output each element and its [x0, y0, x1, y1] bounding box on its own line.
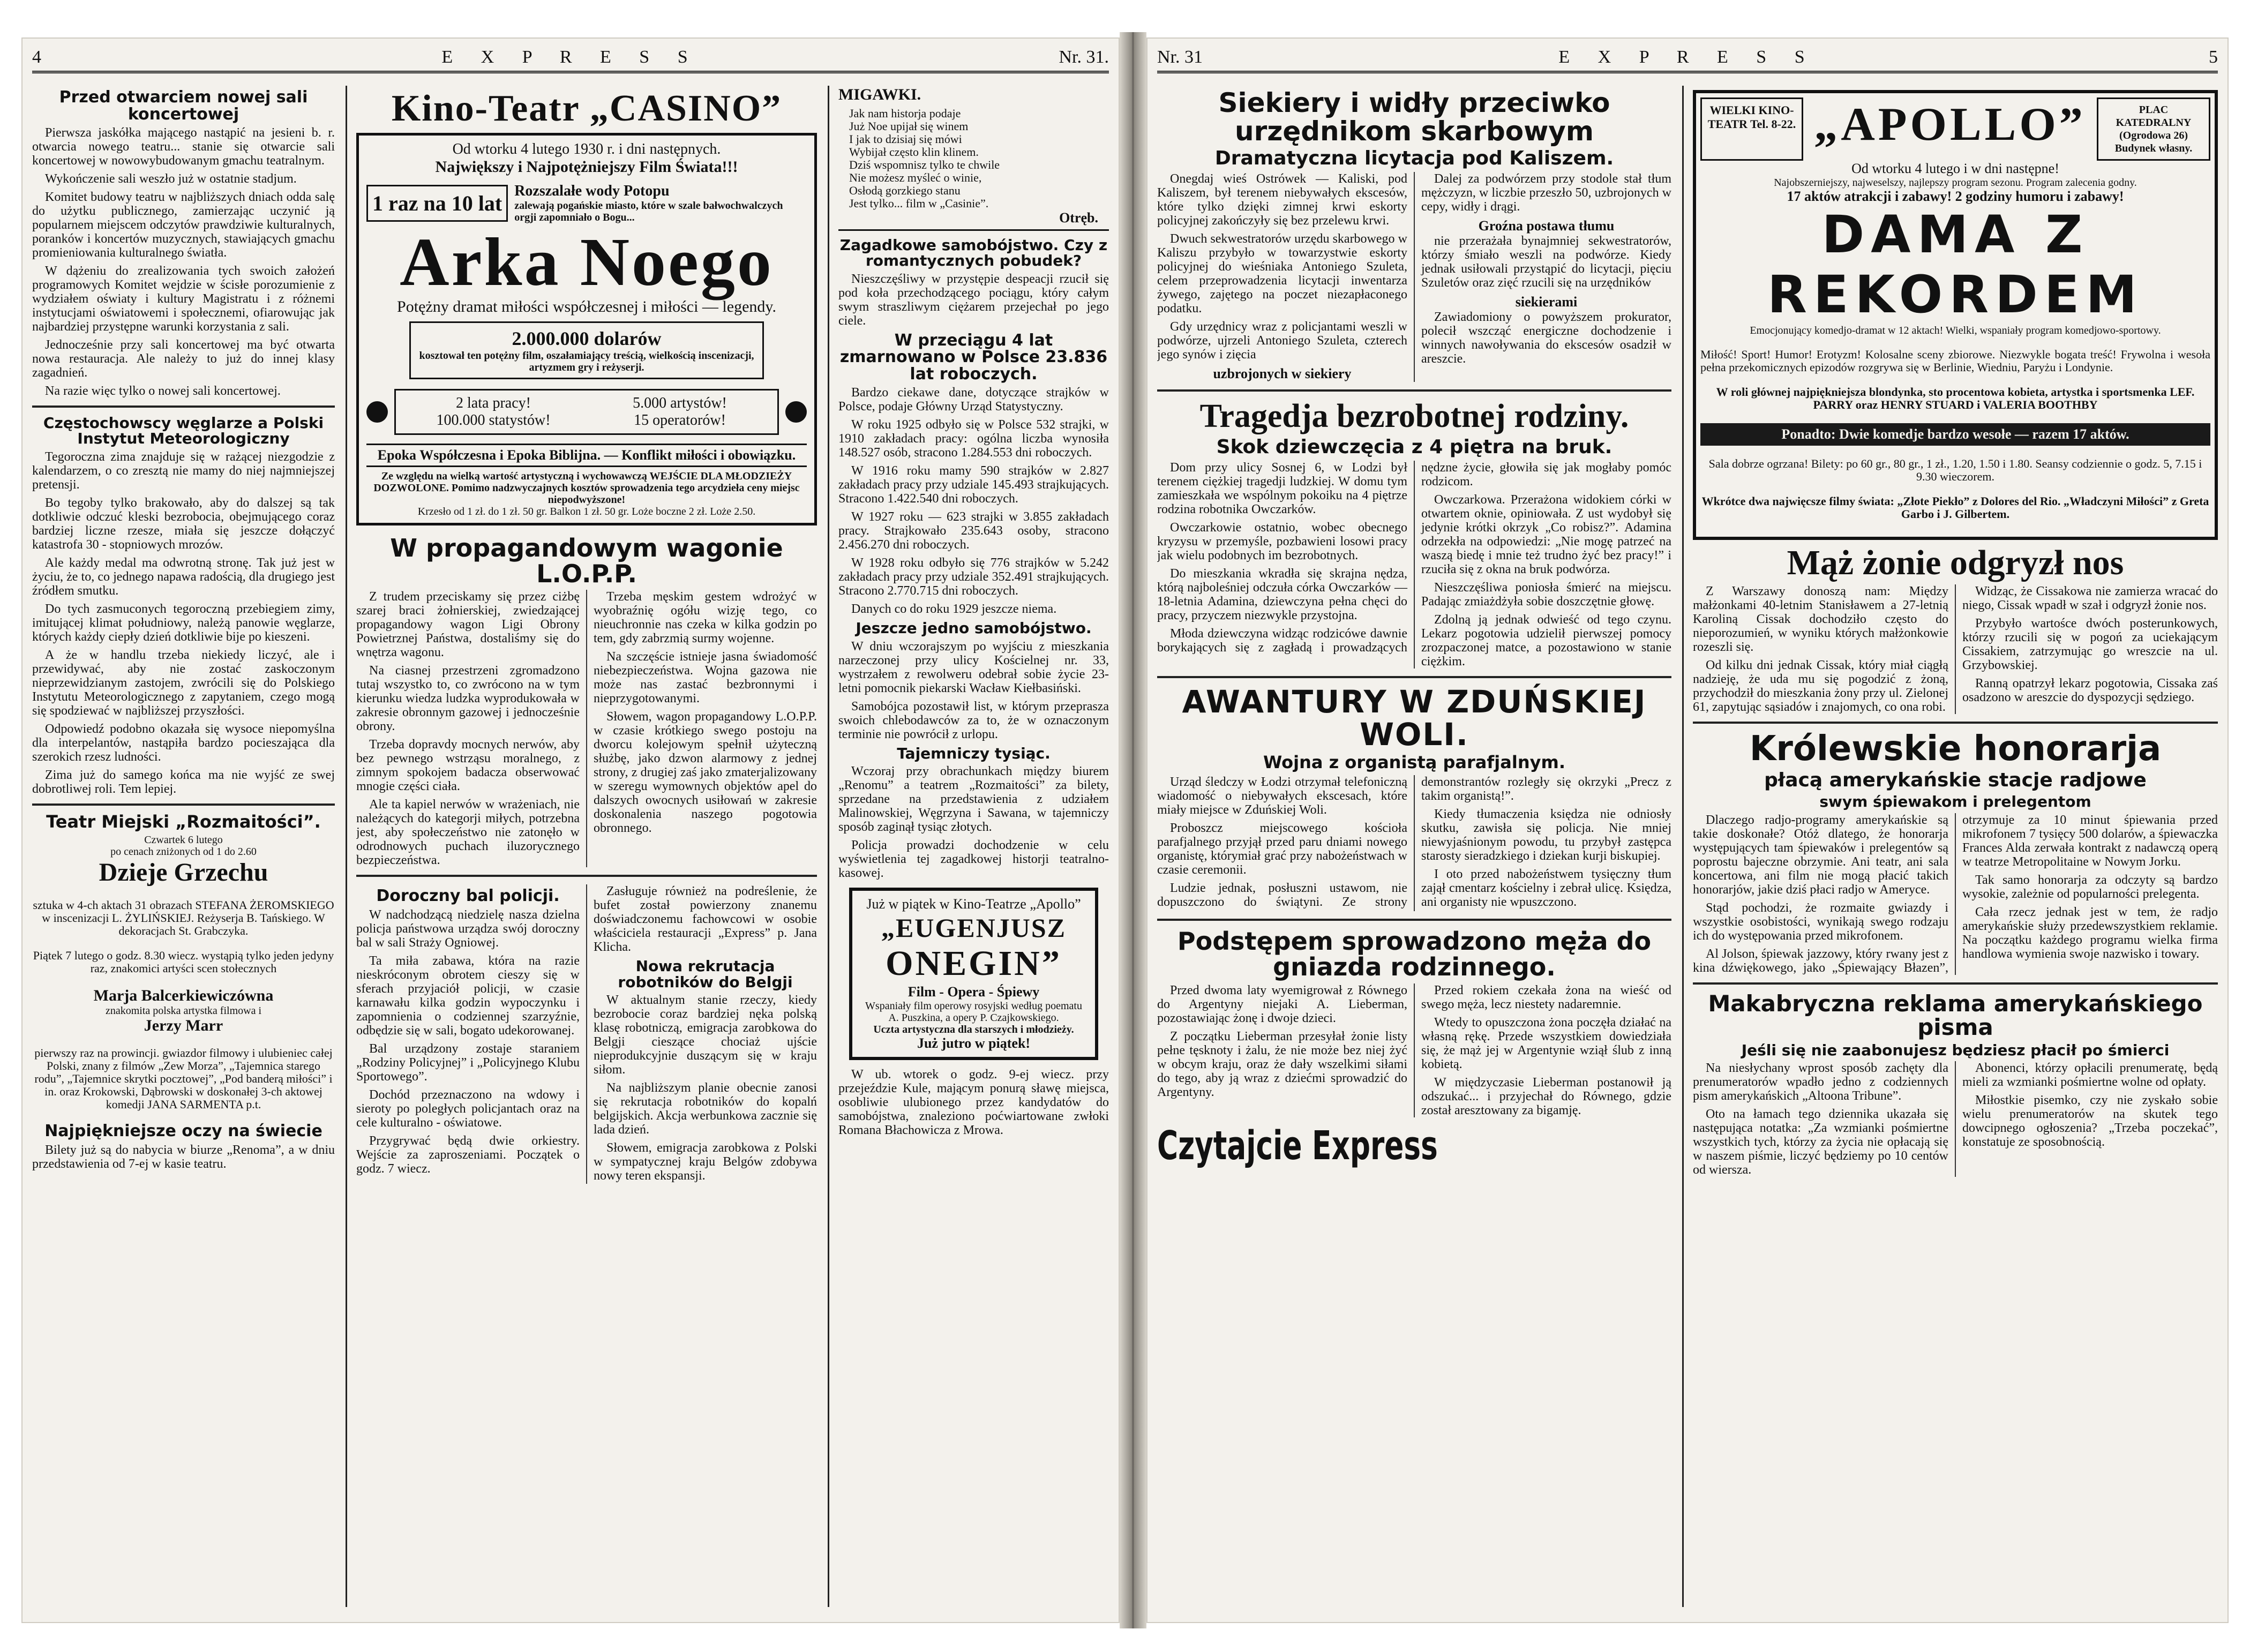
article-paragraph: Ale każdy medal ma odwrotną stronę. Tak już jest w życiu, że to, co jednego napawa radością, dla drugiego jest źródłem smutku.: [32, 555, 335, 598]
article-paragraph: Tak samo honorarja za odczyty są bardzo wysokie, zależnie od popularności prelegenta.: [1962, 873, 2218, 901]
onegin-sub: Film - Opera - Śpiewy: [908, 984, 1040, 1000]
comedy-title: Najpiękniejsze oczy na świecie: [44, 1122, 322, 1141]
headline-bal: Doroczny bal policji.: [376, 887, 560, 906]
casino-ad-box: [356, 133, 817, 525]
ticket-prices: Krzesło od 1 zł. do 1 zł. 50 gr. Balkon 1 zł. 50 gr. Loże boczne 2 zł. Loże 2.50.: [417, 505, 756, 517]
article-paragraph: Przed dwoma laty wyemigrował z Równego do Argentyny niejaki A. Lieberman, pozostawiając żonę i dwoje dzieci.: [1157, 983, 1407, 1025]
apollo-tagline: Najobszerniejszy, najweselszy, najlepszy program sezonu. Program zalecenia godny.: [1774, 177, 2137, 189]
article-paragraph: Przed rokiem czekała żona na wieść od swego męża, lecz niestety nadaremnie.: [1421, 983, 1671, 1011]
article-paragraph: Nieszczęśliwy w przystępie despeacji rzucił się pod koła przechodzącego pociągu, który całym swym straszliwym ciężarem przejechał po jego ciele.: [838, 272, 1109, 328]
article-paragraph: Komitet budowy teatru w najbliższych dniach odda salę do użytku publicznego, zamierzając uczynić ją popularnem miejscem odczytów prawdziwie kulturalnych, poranków i koncertów muzycznych, stawiających gmachu promieniowania kulturalnego światła.: [32, 190, 335, 260]
headline-siekiery: Siekiery i widły przeciwko urzędnikom skarbowym: [1218, 87, 1610, 147]
onegin-ad-box: [849, 888, 1098, 1060]
article-paragraph: Na ciasnej przestrzeni zgromadzono tutaj wszystko to, co zwrócono na w tym kierunku wiedza ludzka wyprodukowała w zakresie obronnym gazowej i jednocześnie obrony.: [356, 664, 580, 734]
subhead-awantury: Wojna z organistą parafjalnym.: [1263, 752, 1565, 773]
subhead-siekiery: Dramatyczna licytacja pod Kaliszem.: [1214, 147, 1614, 169]
article-paragraph: Abonenci, którzy opłacili prenumeratę, będą mieli za wzmianki pośmiertne wolne od opłaty.: [1962, 1061, 2218, 1090]
onegin-top: Już w piątek w Kino-Teatrze „Apollo”: [866, 896, 1081, 912]
column-rule: [1682, 86, 1684, 1607]
article-paragraph: Samobójca pozostawił list, w którym przeprasza swoich chlebodawców za to, że w oznaczonym terminie nie powrócił z urlopu.: [838, 699, 1109, 741]
article-paragraph: Na szczęście istnieje jasna świadomość niebezpieczeństwa. Wojna gazowa nie może nas zastać bezbronnymi i nieprzygotowanymi.: [594, 650, 817, 706]
article-paragraph: Owczarkowie ostatnio, wobec obecnego kryzysu w przemyśle, pozbawieni losowi pracy jak wielu podobnych im bezrobotnych.: [1157, 520, 1407, 562]
divider: [1157, 389, 1671, 392]
article-paragraph: Wczoraj przy obrachunkach między biurem „Renomu” a teatrem „Rozmaitości” za bilety, sprzedane na przedstawienia z udziałem Malinowskiej, Węgrzyna i Sawana, w tajemniczy sposób zaginął tysiąc złotych.: [838, 764, 1109, 835]
article-paragraph: Wykończenie sali weszło już w ostatnie stadjum.: [45, 172, 297, 186]
apollo-soon: Wkrótce dwa najwięcsze filmy świata: „Złote Piekło” z Dolores del Rio. „Władczyni Miłości” z Greta Garbo i J. Gilbertem.: [1701, 494, 2209, 521]
onegin-title-2: ONEGIN”: [886, 944, 1062, 983]
tickets-info: Bilety już są do nabycia w biurze „Renoma”, a w dniu przedstawienia od 7-ej w kasie teatru.: [32, 1143, 335, 1171]
subhead-makabryczna: Jeśli się nie zaabonujesz będziesz płacił po śmierci: [1741, 1041, 2170, 1059]
article-paragraph: W dążeniu do zrealizowania tych swoich założeń programowych Komitet wejdzie w ścisłe porozumienie z wydziałem oświaty i kultury Magistratu i z różnemi instytucjami oświatowemi i społecznemi, ofiarowując jak najbardziej przystępne warunki korzystania z sali.: [32, 264, 335, 334]
divider: [1693, 722, 2218, 724]
page-number: 5: [2209, 47, 2218, 67]
article-paragraph: Widząc, że Cissakowa nie zamierza wracać do niego, Cissak wpadł w szał i odgryzł żonie nos.: [1962, 584, 2218, 613]
article-paragraph: Bardzo ciekawe dane, dotyczące strajków w Polsce, podaje Główny Urząd Statystyczny.: [838, 386, 1109, 414]
article-paragraph: Stąd pochodzi, że rozmaite gwiazdy i wszystkie osobistości, wynikają swego rodzaju ich do występowania przed mikrofonem.: [1693, 900, 1948, 943]
article-paragraph: Na najbliższym planie obecnie zanosi się rekrutacja robotników do kopalń belgijskich. Akcja werbunkowa zacznie się lada dzień.: [594, 1081, 817, 1137]
newspaper-page-right: [1146, 37, 2229, 1623]
article-paragraph: Zima już do samego końca ma nie wyjść ze swej dobrotliwej roli. Tem lepiej.: [32, 768, 335, 796]
casino-title: Kino-Teatr „CASINO”: [391, 88, 782, 129]
article-paragraph: Miłostkie pisemko, czy nie zyskało sobie wielu prenumeratorów na skutek tego dowcipnego ogłoszenia? „Trzeba poczekać”, konstatuje ze sposobnością.: [1962, 1093, 2218, 1150]
budget-box: [409, 321, 764, 379]
article-paragraph: Kiedy tłumaczenia księdza nie odniosły skutku, zawisła się policja. Nie mniej niewyjaśnionym powodu, tu przybył zastępca starosty sieradzkiego i dziekan kurji biskupiej.: [1421, 807, 1671, 863]
apollo-ad-box: [1693, 90, 2218, 540]
film-description: Emocjonujący komedjo-dramat w 12 aktach! Wielki, wspaniały program komedjowo-sportowy.: [1750, 325, 2161, 336]
article-paragraph: Z Warszawy donoszą nam: Między małżonkami 40-letnim Stanisławem a 27-letnią Karoliną Cissak dochodziło często do nieporozumień, w wyniku których małżonkowie rozeszli się.: [1693, 584, 1948, 655]
article-paragraph: Młoda dziewczyna widząc rodzicówe dawnie borykających się z zagładą i prowadzących nędzne życie, głowiła się jak mogłaby pomóc rodzicom.: [1157, 460, 1671, 655]
article-paragraph: Proboszcz miejscowego kościoła parafjalnego przyjął przed paru dniami nowego organistę, którymiał grać przy nabożeństwach w czasie ceremonii.: [1157, 821, 1407, 877]
headline-sala: Przed otwarciem nowej sali koncertowej: [59, 88, 308, 124]
article-paragraph: Na niesłychany wprost sposób zachęty dla prenumeratorów wpadło jedno z codziennych pism amerykańskich „Altoona Tribune”.: [1693, 1061, 1948, 1103]
onegin-desc: Wspaniały film operowy rosyjski według poematu A. Puszkina, a opery P. Czajkowskiego.: [865, 1000, 1082, 1024]
issue-number: Nr. 31: [1157, 47, 1203, 67]
flood-description: zalewają pogańskie miasto, które w szale bałwochwalczych orgji zapomniało o Bogu...: [514, 200, 783, 223]
divider: [32, 804, 335, 806]
apollo-left-box: WIELKI KINO-TEATR Tel. 8-22.: [1700, 97, 1803, 161]
column-4: [838, 86, 1109, 1607]
subhead-krolewskie-2: swym śpiewakom i prelegentom: [1819, 793, 2091, 811]
article-paragraph: W międzyczasie Lieberman postanowił ją odszukać... i przyjechał do Równego, gdzie został aresztowany za bigamję.: [1421, 1075, 1671, 1117]
article-paragraph: Do mieszkania wkradła się skrajna nędza, którą najboleśniej odczuła córka Owczarków — 18-letnia Adamina, dziewczyna pełna chęci do pracy, przyczem niezwykle przystojna.: [1157, 566, 1407, 622]
headline-rozmaitosci: Teatr Miejski „Rozmaitości”.: [46, 811, 321, 832]
newspaper-page-left: [21, 37, 1120, 1623]
column-rule: [828, 86, 829, 1607]
film-title-arka-noego: Arka Noego: [400, 223, 774, 300]
article-paragraph: Słowem, emigracja zarobkowa z Polski w sympatycznej kraju Belgów zdobywa nowy teren ekspansji.: [594, 1141, 817, 1183]
casino-dates: Od wtorku 4 lutego 1930 r. i dni następnych.: [452, 140, 721, 157]
article-paragraph: Ta miła zabawa, która na razie nieskróconym obrotem cieszy się w sferach przyjaciół policji, w czasie karnawału kilka godzin wypoczynku i zapomnienia o codziennej szarzyźnie, odbędzie się w sali, bogato udekorowanej.: [356, 953, 580, 1038]
apollo-right-box: PLAC KATEDRALNY (Ogrodowa 26) Budynek własny.: [2097, 97, 2210, 161]
article-paragraph: Oto na łamach tego dziennika ukazała się następująca notatka: „Za wzmianki pośmiertne wszystkich tych, którzy za życia nie opłacają się w naszem piśmie, liczyć będziemy po 10 centów od wiersza.: [1693, 1107, 1948, 1177]
headline-migawki: MIGAWKI.: [838, 86, 921, 103]
headline-tajemnica: Tajemniczy tysiąc.: [897, 744, 1051, 762]
onegin-note: Uczta artystyczna dla starszych i młodzieży.: [873, 1024, 1074, 1036]
article-paragraph: W 1916 roku mamy 590 strajków w 2.827 zakładach pracy przy udziale 145.493 strajkujących. Stracono 1.422.540 dni roboczych.: [838, 464, 1109, 506]
masthead: E X P R E S S: [441, 47, 700, 67]
headline-wagon: W propagandowym wagonie L.O.P.P.: [390, 533, 783, 589]
article-paragraph: Zasługuje również na podreślenie, że bufet został powierzony znanemu doświadczonemu fachowcowi w osobie właściciela restauracji „Express” p. Jana Klicha.: [594, 884, 817, 955]
subhead-tragedja: Skok dziewczęcia z 4 piętra na bruk.: [1216, 435, 1612, 458]
theatre-price: po cenach zniżonych od 1 do 2.60: [110, 846, 257, 858]
article-paragraph: nie przerażała bynajmniej sekwestratorów, którzy śmiało weszli na podwórze. Kiedy jednak usiłowali przystąpić do licytacji, pięciu Szuletów oraz zięć rzucili się na urzędników: [1421, 234, 1671, 290]
article-paragraph: Jednocześnie przy sali koncertowej ma być otwarta nowa restauracja. Ale należy to już do innej klasy zagadnień.: [32, 338, 335, 380]
divider: [1693, 982, 2218, 985]
article-paragraph: Danych co do roku 1929 jeszcze niema.: [851, 602, 1057, 617]
artist-description: znakomita polska artystka filmowa i: [105, 1005, 262, 1017]
article-paragraph: Ranną opatrzył lekarz pogotowia, Cissaka zaś osadzono w areszcie do dyspozycji sędziego.: [1962, 677, 2218, 705]
article-paragraph: Przygrywać będą dwie orkiestry. Wejście za zaproszeniami. Początek o godz. 7 wiecz.: [356, 1133, 580, 1176]
article-paragraph: Al Jolson, śpiewak jazzowy, który rwany jest z kina dźwiękowego, jako „Śpiewający Błazen”, otrzymuje za 10 minut śpiewania przed mikrofonem 7 tysięcy 500 dolarów, a śpiewaczka Frances Alda zerwała kontrakt z nadawczą operą w teatrze Metropolitaine w Nowym Jorku.: [1693, 813, 2218, 975]
article-paragraph: Bal urządzony zostaje staraniem „Rodziny Policyjnej” i „Policyjnego Klubu Sportowego”.: [356, 1041, 580, 1084]
migawki-signature: Otręb.: [1059, 210, 1098, 226]
article-paragraph: Bo tegoby tylko brakowało, aby do dalszej są tak dotkliwie odczuć kleski bezrobocia, obejmującego coraz bardziej liczne rzesze, miała się jeszcze dołączyć katastrofa 30 - stopniowych mrozów.: [32, 495, 335, 552]
issue-number: Nr. 31.: [1059, 47, 1109, 67]
apollo-dates: Od wtorku 4 lutego i w dni następne!: [1851, 161, 2059, 176]
youth-note: Ze względu na wielką wartość artystyczną i wychowawczą WEJŚCIE DLA MŁODZIEŻY DOZWOLONE. Pomimo nadzwyczajnych kosztów sprowadzenia tego arcydzieła ceny miejsc niepodwyższone!: [373, 470, 800, 506]
epoch-line: Epoka Współczesna i Epoka Biblijna. — Konflikt miłości i obowiązku.: [366, 444, 807, 467]
headline-krolewskie: Królewskie honorarja: [1749, 729, 2162, 769]
play-description: sztuka w 4-ch aktach 31 obrazach STEFANA ŻEROMSKIEGO w inscenizacji L. ŻYLIŃSKIEJ. Reżyserja B. Tańskiego. W dekoracjach St. Grabczyka.: [33, 898, 334, 938]
budget-description: kosztował ten potężny film, oszałamiający treścią, wielkością inscenizacji, artyzmem gry i reżyserji.: [419, 349, 754, 373]
right-page-left-half: [1157, 86, 1671, 1607]
article-paragraph: Słowem, wagon propagandowy L.O.P.P. w czasie krótkiego swego postoju na dworcu kolejowym spełnił użyteczną służbę, jako dzwon alarmowy z jednej strony, z drugiej zaś jako zmaterjalizowany w szeregu wymownych objektów apel do dalszych owocnych usiłowań w zakresie doskonalenia naszego pogotowia obronnego.: [594, 710, 817, 836]
article-paragraph: W aktualnym stanie rzeczy, kiedy bezrobocie coraz bardziej nęka polską klasę robotniczą, emigracja zarobkowa do Belgji cieszące chociaż ujście nieprodukcyjnie duszącym się w kraju siłom.: [594, 993, 817, 1077]
divider: [1157, 919, 1671, 921]
column-rule: [346, 86, 347, 1607]
article-paragraph: Do tych zasmuconych tegoroczną przebiegiem zimy, imitującej klimat południowy, należą panowie węglarze, których każdy ciepły dzień dotkliwie bije po kieszeni.: [32, 602, 335, 644]
column-2: [356, 86, 817, 1607]
slogan-czytajcie-express: Czytajcie Express: [1157, 1122, 1438, 1169]
play-title: Dzieje Grzechu: [99, 858, 268, 887]
budget-value: 2.000.000 dolarów: [512, 327, 662, 349]
subhead-inline: Groźna postawa tłumu: [1478, 217, 1615, 234]
right-page-right-half: [1693, 86, 2218, 1607]
migawki-verse: Jak nam historja podaje Już Noe upijał się winem I jak to dzisiaj się mówi Wybijał często klin klinem. Dziś wspomnisz tylko te chwile Nie możesz myśleć o winie, Osłodą gorzkiego stanu Jest tylko... film w „Casinie”.: [849, 107, 1000, 210]
article-paragraph: Ale ta kapiel nerwów w wrażeniach, nie należących do kategorji miłych, potrzebna jest, aby społeczeństwo nie zatonęło w odrodnowych puchach iluzorycznego bezpieczeństwa.: [356, 798, 580, 868]
article-paragraph: Dalej za podwórzem przy stodole stał tłum mężczyzn, w liczbie przeszło 50, uzbrojonych w cepy, widły i drągi.: [1421, 171, 1671, 214]
stat-artists: 5.000 artystów!: [633, 394, 727, 411]
article-paragraph: Gdy urzędnicy wraz z policjantami weszli w podwórze, ujrzeli Antoniego Szuleta, czterech jego synów i zięcia: [1157, 319, 1407, 362]
article-paragraph: Trzeba dopravdy mocnych nerwów, aby bez pewnego wstrząsu moralnego, z zimnym spokojem badacza obserwować mnogie części ciała.: [356, 738, 580, 794]
headline-zagadkowe: Zagadkowe samobójstwo. Czy z romantycznych pobudek?: [839, 236, 1108, 270]
headline-awantury: AWANTURY W ZDUŃSKIEJ WOLI.: [1182, 683, 1647, 753]
page-number: 4: [32, 47, 41, 67]
headline-podstep: Podstępem sprowadzono męża do gniazda rodzinnego.: [1177, 927, 1652, 982]
article-paragraph: Tegoroczna zima znajduje się w rażącej niezgodzie z kalendarzem, o co zresztą nie mamy do niej najmniejszej pretensji.: [32, 449, 335, 492]
article-paragraph: Ludzie jednak, posłuszni ustawom, nie dopuszczono do świątyni. Ze strony demonstrantów rozległy się okrzyki „Precz z takim organistą!”.: [1157, 775, 1671, 910]
article-paragraph: W 1927 roku — 623 strajki w 3.855 zakładach pracy. Strajkowało 235.643 osoby, stracono 2.456.270 dni roboczych.: [838, 510, 1109, 552]
subhead-krolewskie: płacą amerykańskie stacje radjowe: [1764, 769, 2147, 792]
apollo-tagline-2: 17 aktów atrakcji i zabawy! 2 godziny humoru i zabawy!: [1787, 189, 2124, 204]
stat-extras: 100.000 statystów!: [436, 411, 551, 429]
article-paragraph: Przybyło wartośce dwóch posterunkowych, którzy rzucili się w pogoń za uciekającym Cissakiem, zatrzymując go wreszcie na ul. Grzybowskiej.: [1962, 617, 2218, 673]
article-paragraph: W 1928 roku odbyło się 776 strajków w 5.242 zakładach pracy przy udziale 352.491 strajkujących. Stracono 2.770.715 dni roboczych.: [838, 556, 1109, 598]
masthead: E X P R E S S: [1558, 47, 1817, 67]
headline-makabryczna: Makabryczna reklama amerykańskiego pisma: [1708, 990, 2203, 1040]
article-paragraph: Owczarkowa. Przerażona widokiem córki w otwartem oknie, opiniowała. Z ust wydobył się jedynie krótki okrzyk „Co robisz?”. Adamina odrzekła na odpowiedzi: „Nie mogę patrzeć na waszą biedę i mnie też trudno żyć bez pracy!” i rzuciła się z okna na bruk podwórza.: [1421, 492, 1671, 576]
apollo-slogan: Miłość! Sport! Humor! Erotyzm! Kolosalne sceny zbiorowe. Niezwykle bogata treść! Frywolna i wesoła pełna przekomicznych epizodów rozgrywa się w Berlinie, Wiedniu, Paryżu i Londynie.: [1700, 348, 2210, 374]
headline-maz: Mąż żonie odgryzł nos: [1787, 543, 2124, 582]
divider: [356, 875, 817, 877]
article-paragraph: W ub. wtorek o godz. 9-ej wiecz. przy przejeździe Kule, mającym ponurą sławę miejsca, osobliwie ulubionego przez kandydatów do samobójstwa, znaleziono poćwiartowane zwłoki Romana Błachowicza z Mrowa.: [838, 1068, 1109, 1138]
apollo-roles: W roli głównej najpiękniejsza blondynka, sto procentowa kobieta, artystka i sportsmenka LEF. PARRY oraz HENRY STUARD i VALERIA BOOTHBY: [1716, 385, 2195, 411]
headline-przeciag: W przeciągu 4 lat zmarnowano w Polsce 23.836 lat roboczych.: [839, 331, 1108, 384]
stats-box: [394, 389, 779, 435]
divider: [32, 406, 335, 408]
headline-rekrutacja: Nowa rekrutacja robotników do Belgji: [618, 957, 793, 991]
onegin-title-1: „EUGENJUSZ: [881, 913, 1067, 943]
page-header-left: [32, 47, 1109, 73]
article-paragraph: A że w handlu trzeba niekiedy liczyć, ale i przewidywać, aby nie zostać zaskoczonym nieprzewidzianym zastojem, zwrócili się do Polskiego Instytutu Meteorologicznego z zapytaniem, czego mogą się spodziewać w najbliższej przyszłości.: [32, 648, 335, 718]
article-paragraph: Dlaczego radjo-programy amerykańskie są takie doskonałe? Otóż dlatego, że honorarja występujących tam śpiewaków i prelegentów są poprostu bajeczne obrzymie. Ani teatr, ani sala koncertowa, ani film nie mogą płacić takich honorarjów, jakie dziś płaci radjo w Ameryce.: [1693, 813, 1948, 897]
subhead-inline: siekierami: [1515, 294, 1578, 310]
artist-name: Jerzy Marr: [144, 1017, 223, 1035]
article-paragraph: Nieszczęśliwa poniosła śmierć na miejscu. Padając zmiażdżyła sobie doszczętnie głowę.: [1421, 580, 1671, 609]
bullet-dot: [366, 401, 388, 423]
onegin-cta: Już jutro w piątek!: [917, 1035, 1031, 1052]
artist-description: pierwszy raz na prowincji. gwiazdor filmowy i ulubieniec całej Polski, znany z filmów „Zew Morza”, „Tajemnica starego rodu”, „Tajemnice skrytki pocztowej”, „Pod banderą miłości” i in. oraz Krokowski, Dąbrowski w doskonałej 3-ch aktowej komedji JANA SARMENTA p.t.: [34, 1046, 333, 1112]
article-paragraph: Odpowiedź podobno okazała się wysoce niepomyślna dla interpelantów, nastąpiła bardzo pocieszająca dla szerokich rzesz ludności.: [32, 722, 335, 764]
column-1: [32, 86, 335, 1607]
friday-show: Piątek 7 lutego o godz. 8.30 wiecz. wystąpią tylko jeden jedyny raz, znakomici artyści scen stołecznych: [33, 949, 334, 975]
article-paragraph: Od kilku dni jednak Cissak, który miał ciągłą nadzieję, że uda mu się pogodzić z żoną, przychodził do mieszkania żony przy ul. Zielonej 61, zapytując sąsiadów i znajomych, co ona robi.: [1693, 658, 1948, 715]
article-paragraph: Policja prowadzi dochodzenie w celu wyświetlenia tej zagadkowej historji teatralno-kasowej.: [838, 838, 1109, 881]
article-paragraph: Urząd śledczy w Łodzi otrzymał telefoniczną wiadomość o niebywałych ekscesach, które miały miejsce w Zduńskiej Woli.: [1157, 775, 1407, 817]
article-paragraph: W roku 1925 odbyło się w Polsce 532 strajki, w 1910 zakładach pracy: ogólna liczba wynosiła 148.527 osób, stracono 1.284.553 dni roboczych.: [838, 418, 1109, 460]
film-description: Potężny dramat miłości współczesnej i miłości — legendy.: [397, 297, 776, 316]
apollo-hall: Sala dobrze ogrzana! Bilety: po 60 gr., 80 gr., 1 zł., 1.20, 1.50 i 1.80. Seansy codziennie o godz. 5, 7.15 i 9.30 wieczorem.: [1708, 457, 2202, 483]
headline-tragedja: Tragedja bezrobotnej rodziny.: [1199, 397, 1629, 434]
article-paragraph: W dniu wczorajszym po wyjściu z mieszkania narzeczonej przy ulicy Kościelnej nr. 33, wystrzałem z rewolweru odebrał sobie życie 23-letni pomocnik piekarski Wacław Kiełbasiński.: [838, 639, 1109, 695]
article-paragraph: Z trudem przeciskamy się przez ciżbę szarej braci żołnierskiej, zwiedzającej propagandowy wagon Ligi Obrony Powietrznej Państwa, dostaliśmy się do wnętrza wagonu.: [356, 590, 580, 660]
article-paragraph: Pierwsza jaskółka mającego nastąpić na jesieni b. r. otwarcia nowego teatru... stanie się otwarcie sali koncertowej w nowowybudowanym gmachu teatralnym.: [32, 126, 335, 168]
subhead-inline: uzbrojonych w siekiery: [1213, 365, 1352, 381]
article-paragraph: Dwuch sekwestratorów urzędu skarbowego w Kaliszu przybyło w towarzystwie eskorty policyjnej do wieśniaka Antoniego Szuleta, celem przeprowadzenia licytacji inwentarza żywego, zajętego na poczet niezapłaconego podatku.: [1157, 231, 1407, 316]
article-paragraph: Onegdaj wieś Ostrówek — Kaliski, pod Kaliszem, był terenem niebywałych ekscesów, które tylko dzięki zimnej krwi eskorty policyjnej zakończyły się bez przelewu krwi.: [1157, 171, 1407, 228]
article-paragraph: Dochód przeznaczono na wdowy i sieroty po poległych policjantach oraz na cele kulturalno - oświatowe.: [356, 1087, 580, 1130]
article-paragraph: Wtedy to opuszczona żona poczęła działać na własną rękę. Przede wszystkiem dowiedziała się, że mąż jej w Argentynie wziął ślub z inną kobietą.: [1421, 1015, 1671, 1071]
bullet-dot: [785, 401, 807, 423]
film-title-dama-z-rekordem: DAMA Z REKORDEM: [1767, 205, 2143, 325]
flood-heading: Rozszalałe wody Potopu: [514, 183, 670, 199]
theatre-date: Czwartek 6 lutego: [144, 834, 223, 846]
article-paragraph: Z początku Lieberman przesyłał żonie listy pełne tęsknoty i żalu, że nie może bez niej żyć w obcym kraju, oraz że dały wszelkimi siłami do tego, aby ją wraz z dziećmi sprowadzić do Argentyny.: [1157, 1029, 1407, 1099]
headline-samobojstwo: Jeszcze jedno samobójstwo.: [856, 619, 1092, 637]
apollo-extra: Ponadto: Dwie komedje bardzo wesołe — razem 17 aktów.: [1700, 423, 2210, 446]
stat-years: 2 lata pracy!: [456, 394, 531, 411]
article-paragraph: W nadchodzącą niedzielę nasza dzielna policja państwowa urządza swój doroczny bal w sali Straży Ogniowej.: [356, 907, 580, 950]
apollo-title: „APOLLO”: [1814, 99, 2086, 151]
article-paragraph: Na razie więc tylko o nowej sali koncertowej.: [45, 384, 281, 398]
article-paragraph: I oto przed nabożeństwem tysięczny tłum zajął cmentarz kościelny i zebrał ulicę. Księdza, ani organisty nie wpuszczono.: [1421, 867, 1671, 910]
article-paragraph: Zdolną ją jednak odwieść od tego czynu. Lekarz pogotowia udzielił pierwszej pomocy zrozpaczonej matce, a pozostawiono w stanie ciężkim.: [1421, 612, 1671, 669]
casino-once-box: 1 raz na 10 lat: [366, 185, 508, 222]
article-paragraph: Zawiadomiony o powyższem prokurator, polecił wszcząć energiczne dochodzenie i winnych nawoływania do ekscesów osadził w areszcie.: [1421, 310, 1671, 366]
article-paragraph: Cała rzecz jednak jest w tem, że radjo amerykańskie służy przedewszystkiem reklamie. Na początku każdego programu wielka firma handlowa wymienia swoje nazwisko i towary.: [1962, 905, 2218, 961]
divider: [1157, 676, 1671, 678]
article-paragraph: Trzeba męskim gestem wdrożyć w wyobraźnię ogółu wizję tego, co nieuchronnie nas czeka w kilka godzin po tem, gdy zabrzmią surmy wojenne.: [594, 590, 817, 646]
artist-name: Marja Balcerkiewiczówna: [93, 987, 274, 1005]
book-gutter: [1120, 32, 1146, 1628]
casino-tagline: Największy i Najpotężniejszy Film Świata!!!: [435, 157, 738, 176]
stat-operators: 15 operatorów!: [634, 411, 726, 429]
headline-weglarze: Częstochowscy węglarze a Polski Instytut Meteorologiczny: [43, 414, 324, 448]
article-paragraph: Dom przy ulicy Sosnej 6, w Lodzi był terenem ciężkiej tragedji ludzkiej. W domu tym zamieszkała we wspólnym pokoiku na 4 piętrze rodzina robotnika Owczarków.: [1157, 460, 1407, 516]
page-header-right: [1157, 47, 2218, 73]
